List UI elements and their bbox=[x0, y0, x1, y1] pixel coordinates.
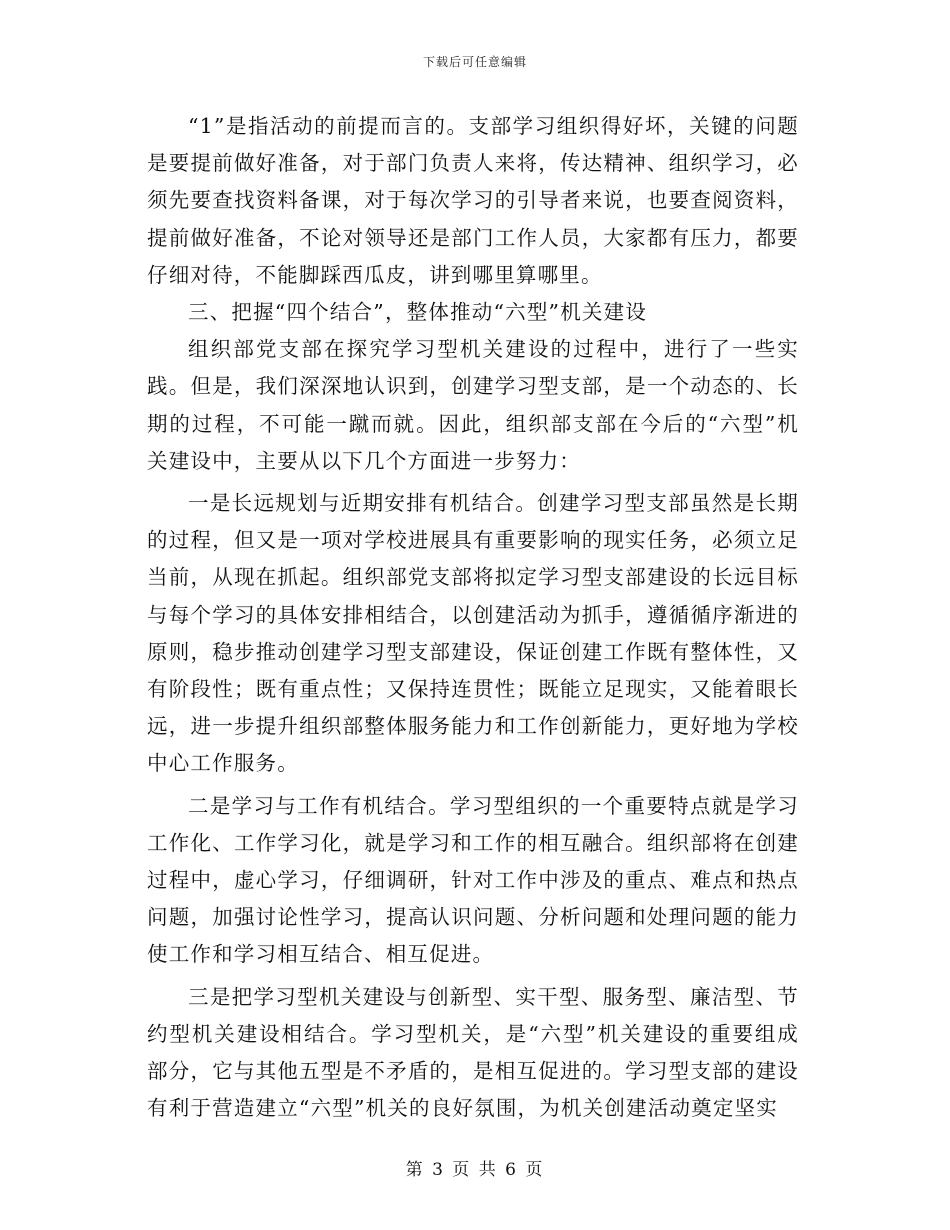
paragraph-1: “1”是指活动的前提而言的。支部学习组织得好坏，关键的问题是要提前做好准备，对于部门负责人来将，传达精神、组织学习，必须先要查找资料备课，对于每次学习的引导者来说，也要查阅资料，提前做好准备，不论对领导还是部门工作人员，大家都有压力，都要仔细对待，不能脚踩西瓜皮，讲到哪里算哪里。 bbox=[147, 114, 799, 287]
paragraph-4: 二是学习与工作有机结合。学习型组织的一个重要特点就是学习工作化、工作学习化，就是学习和工作的相互融合。组织部将在创建过程中，虚心学习，仔细调研，针对工作中涉及的重点、难点和热点问题，加强讨论性学习，提高认识问题、分析问题和处理问题的能力使工作和学习相互结合、相互促进。 bbox=[147, 793, 799, 967]
document-body bbox=[147, 108, 799, 1132]
page-header: 下载后可任意编辑 bbox=[422, 55, 527, 69]
paragraph-2: 组织部党支部在探究学习型机关建设的过程中，进行了一些实践。但是，我们深深地认识到，创建学习型支部，是一个动态的、长期的过程，不可能一蹴而就。因此，组织部支部在今后的“六型”机关建设中，主要从以下几个方面进一步努力： bbox=[147, 337, 799, 473]
paragraph-3: 一是长远规划与近期安排有机结合。创建学习型支部虽然是长期的过程，但又是一项对学校进展具有重要影响的现实任务，必须立足当前，从现在抓起。组织部党支部将拟定学习型支部建设的长远目标与每个学习的具体安排相结合，以创建活动为抓手，遵循循序渐进的原则，稳步推动创建学习型支部建设，保证创建工作既有整体性，又有阶段性；既有重点性；又保持连贯性；既能立足现实，又能着眼长远，进一步提升组织部整体服务能力和工作创新能力，更好地为学校中心工作服务。 bbox=[147, 491, 799, 776]
section-heading: 三、把握“四个结合”，整体推动“六型”机关建设 bbox=[188, 300, 648, 325]
page-footer: 第 3 页 共 6 页 bbox=[405, 1160, 545, 1180]
paragraph-5: 三是把学习型机关建设与创新型、实干型、服务型、廉洁型、节约型机关建设相结合。学习型机关，是“六型”机关建设的重要组成部分，它与其他五型是不矛盾的，是相互促进的。学习型支部的建设有利于营造建立“六型”机关的良好氛围，为机关创建活动奠定坚实 bbox=[147, 984, 799, 1121]
